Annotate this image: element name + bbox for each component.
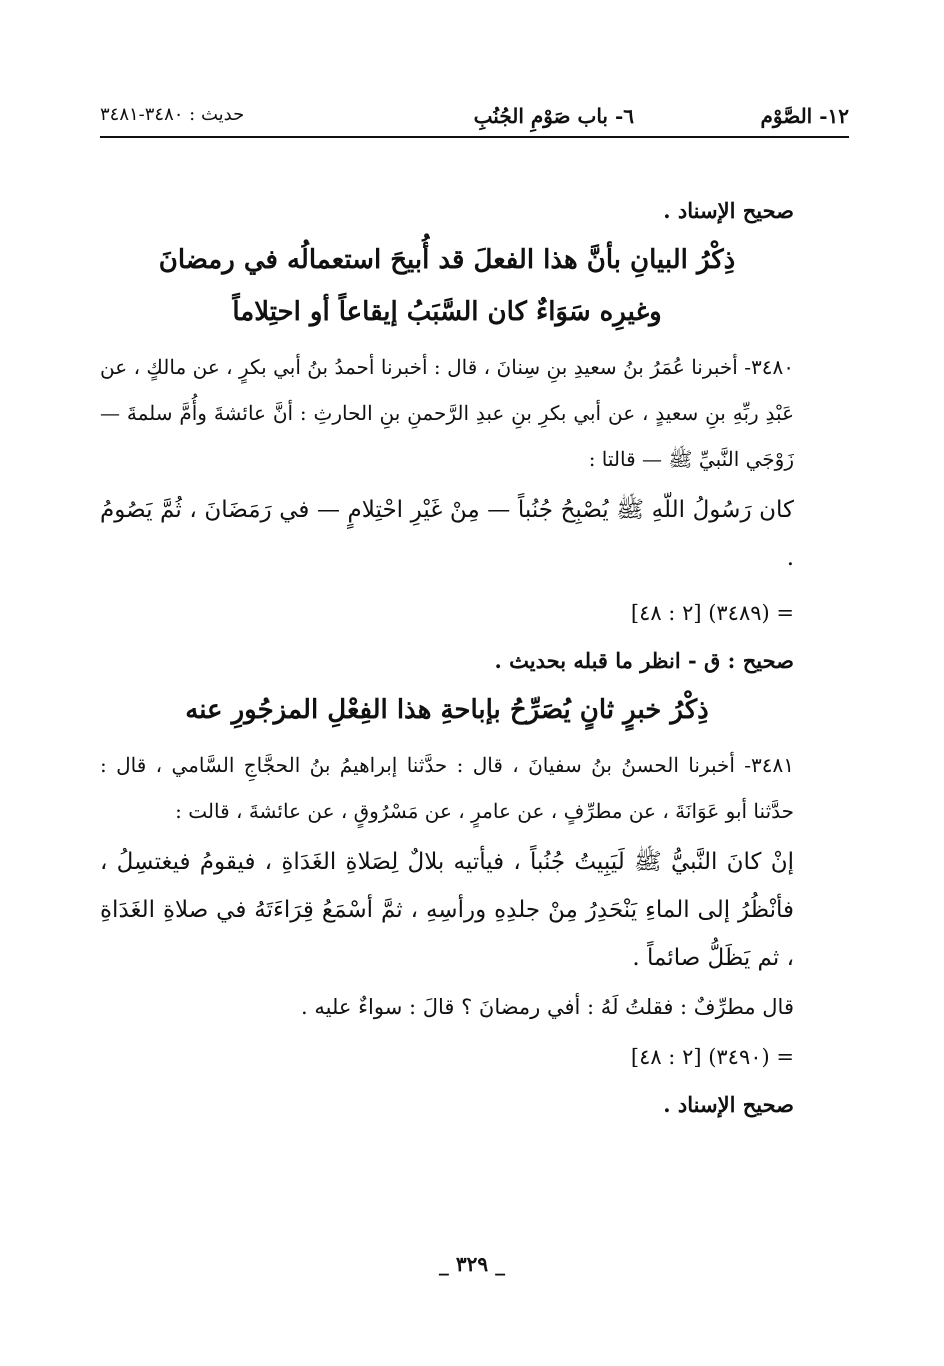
hadith-3480-matn: كان رَسُولُ اللّهِ ﷺ يُصْبِحُ جُنُباً — مِنْ غَيْرِ احْتِلامٍ — في رَمَضَانَ ، ثُمَّ يَصُومُ .	[100, 497, 794, 571]
hadith-3480-isnad: ٣٤٨٠- أخبرنا عُمَرُ بنُ سعيدِ بنِ سِنانَ ، قال : أخبرنا أحمدُ بنُ أبي بكرٍ ، عن مالكٍ ، عن عَبْدِ ربِّهِ بنِ سعيدٍ ، عن أبي بكرِ بنِ عبدِ الرَّحمنِ بنِ الحارثِ : أنَّ عائشةَ وأُمَّ سلمةَ — زَوْجَي النَّبيِّ ﷺ — قالتا :	[100, 355, 794, 471]
hadith-3481-matn: إنْ كانَ النَّبيُّ ﷺ لَيَبِيتُ جُنُباً ، فيأتيه بلالٌ لِصَلاةِ الغَدَاةِ ، فيقومُ فيغتسِلُ ، فأنْظُرُ إلى الماءِ يَنْحَدِرُ مِنْ جلدِهِ ورأسِهِ ، ثمَّ أسْمَعُ قِرَاءَتَهُ في صلاةِ الغَدَاةِ ، ثم يَظَلُّ صائماً .	[100, 849, 794, 971]
bab-title: ٦- باب صَوْمِ الجُنُبِ	[473, 104, 634, 128]
page-header	[100, 100, 849, 138]
grade-previous: صحيح الإسناد .	[663, 198, 794, 223]
section-heading-1-line1: ذِكْرُ البيانِ بأنَّ هذا الفعلَ قد أُبيحَ استعمالُه في رمضانَ	[158, 245, 736, 275]
page-body	[100, 190, 794, 1128]
hadith-3480-grade: صحيح : ق - انظر ما قبله بحديث .	[494, 648, 794, 673]
section-heading-2: ذِكْرُ خبرٍ ثانٍ يُصَرِّحُ بإباحةِ هذا الفِعْلِ المزجُورِ عنه	[185, 695, 709, 725]
page-number: _ ٣٢٩ _	[438, 1252, 506, 1276]
hadith-range: حديث : ٣٤٨٠-٣٤٨١	[100, 104, 245, 125]
hadith-3481-grade: صحيح الإسناد .	[663, 1092, 794, 1117]
hadith-3481-note: قال مطرِّفٌ : فقلتُ لَهُ : أفي رمضانَ ؟ قالَ : سواءٌ عليه .	[301, 995, 794, 1019]
hadith-3480-ref: = (٣٤٨٩) [٢ : ٤٨]	[630, 601, 794, 625]
chapter-title: ١٢- الصَّوْم	[760, 104, 849, 128]
hadith-3481-ref: = (٣٤٩٠) [٢ : ٤٨]	[630, 1045, 794, 1069]
section-heading-1-line2: وغيرِه سَوَاءٌ كان السَّبَبُ إيقاعاً أو احتِلاماً	[232, 297, 662, 327]
hadith-3481-isnad: ٣٤٨١- أخبرنا الحسنُ بنُ سفيانَ ، قال : حدَّثنا إبراهيمُ بنُ الحجَّاجِ السَّامي ، قال : حدَّثنا أبو عَوَانَةَ ، عن مطرِّفٍ ، عن عامرٍ ، عن مَسْرُوقٍ ، عن عائشةَ ، قالت :	[100, 753, 794, 823]
section-heading-1	[100, 234, 794, 338]
